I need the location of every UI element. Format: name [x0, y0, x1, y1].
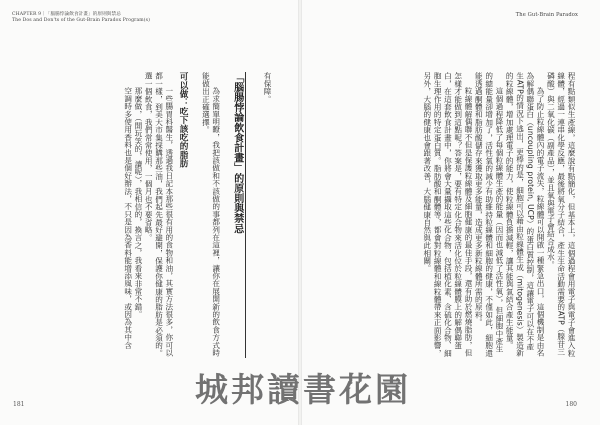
left-body-2: 那麼做，（開玩笑的，讀呢），我相信的，換言之，我看來非常不錯。 — [133, 87, 143, 319]
watermark-text: 城邦讀書花園 — [195, 370, 411, 409]
left-intro-2: 為求簡單明瞭，我把該做和不該做的事都列在這裡，讓你在展開新的飲食方式時能做出正確選擇。 — [201, 72, 221, 357]
left-running-head — [12, 12, 150, 24]
right-page-number: 180 — [565, 401, 577, 408]
left-page-number: 181 — [13, 401, 25, 408]
left-page-body — [20, 72, 272, 358]
left-running-head-line2: The Dos and Don'ts of the Gut-Brain Paradox Program(s) — [12, 18, 150, 23]
right-paragraph-4: 粒線體解偶聯不但是保護粒線體及細胞健康的最佳手段，還有助於燃燒脂肪，但怎樣才能做到這點呢？答案是，要有特定化合物來活化位於粒線體膜上的解偶聯蛋白，在這套飲食計畫中，你將會大量攝取這些化合物，包括植化素、含硫化合物、細胞生理作用的特定蛋白質。脂肪酸和酮體等，都會對粒線體和線粒體帶來正面影響，另外，大腦的健康也會跟著改善，大腦健康自然與此相關。 — [422, 72, 474, 357]
right-paragraph-2: 為了防止粒線體內的電子流失，粒線體可以開啟一種緊急出口，這個機制是由名為解偶聯蛋白（uncoupling protein, UCP）的蛋白質控制，這讓電子可以在不產生ATP的情況下逃出，更棒的是，細胞可以藉由粒線體生成（mitogenesis）製造新的粒線體，增加處理電子的能力，使粒線體負擔減輕，讓其能與氧結合產生能量。 — [505, 72, 546, 357]
book-gutter — [298, 0, 302, 425]
left-body-1: 一些腸胃科醫生，透過我日記本那些很有用的食物和油，其實方法很多，你可以都一樣，到美大市集採購那些油，我們起先最好避開，保護你健康的脂肪是必須的。選一個飲食，我們常常使用，一個月也不要省略。 — [144, 72, 174, 357]
right-running-head: The Gut-Brain Paradox — [515, 12, 578, 18]
left-body-3: 空調時多使用香料也是個好辦法，不只是因為香料能增添風味，或因為其中含 — [123, 87, 133, 349]
left-intro-1: 有保障。 — [263, 72, 272, 103]
right-paragraph-1: 程有點類似生產線，這麼說有點簡化，但基本上，這個過程會用電子與電子會進入粒線體，經過一連串化學反應，最後將氧分子結合，產生生命活動需要的ATP（腺苷三磷酸）與二氧化碳（副產品），並且氧與電子會結合成水。 — [546, 72, 576, 357]
left-running-head-line1: CHAPTER 9｜「腦腸悖論飲食計畫」的原則與禁忌 — [12, 12, 121, 17]
right-paragraph-3: 這個過程降低了每個粒線體生產的能量（因而也減低了活性氧），但細胞中產生的總能量卻增加了，活性氧的減少有助維持粒線體和細胞的健康，不僅如此，細胞還能透過酮體和脂肪酸儲存來獲取更多能量，造成更多新粒線體所需的原料。 — [474, 72, 504, 357]
subsection-heading: 可以做：吃下該吃的脂肪 — [178, 72, 189, 168]
right-page-body — [328, 72, 576, 358]
section-heading: 「腦腸悖論飲食計畫」的原則與禁忌 — [231, 72, 246, 358]
